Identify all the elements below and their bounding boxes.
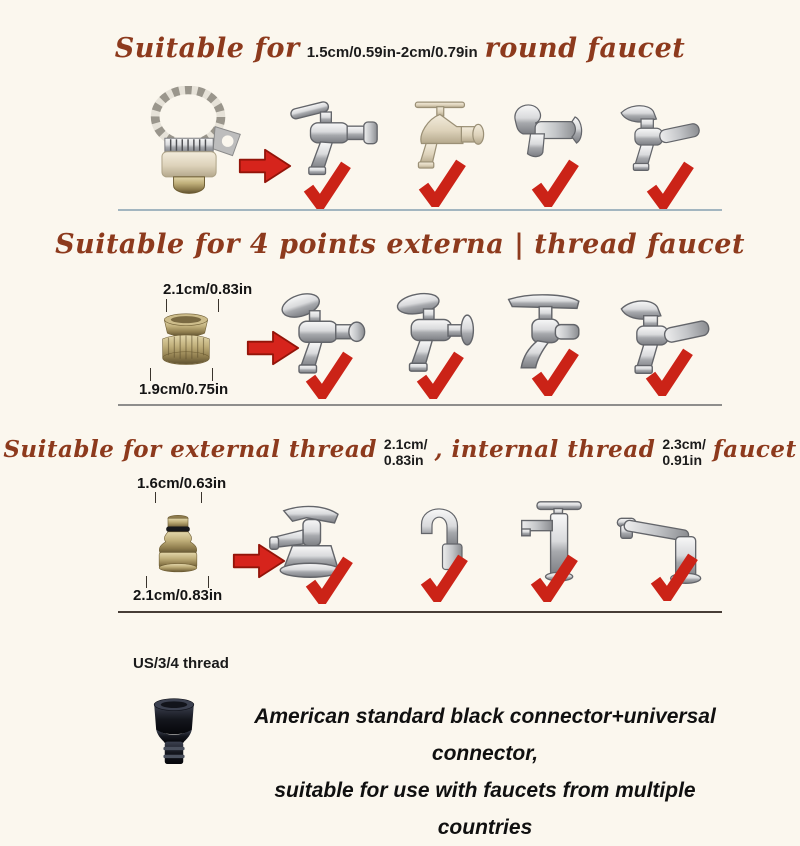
section2-bottom-dimension-label: 1.9cm/0.75in	[139, 381, 229, 398]
us-thread-label: US/3/4 thread	[133, 655, 229, 672]
red-checkmark-icon	[303, 554, 353, 604]
section3-title	[0, 436, 800, 468]
section1-title-post: round faucet	[484, 33, 686, 64]
measure2-line1: 2.3cm/	[662, 436, 706, 452]
section1-title	[0, 33, 800, 64]
brass-quick-connector-icon	[145, 497, 211, 589]
section-divider	[118, 404, 722, 406]
section1-title-pre: Suitable for	[114, 33, 300, 64]
black-us-thread-connector-icon	[141, 692, 207, 778]
section3-title-part2: , internal thread	[434, 436, 656, 463]
red-checkmark-icon	[416, 157, 466, 207]
section-divider	[118, 209, 722, 211]
section1-title-size: 1.5cm/0.59in-2cm/0.79in	[306, 44, 478, 61]
dimension-tick	[150, 368, 151, 381]
red-checkmark-icon	[418, 552, 468, 602]
section3-title-part1: Suitable for external thread	[3, 436, 377, 463]
brass-thread-nut-connector-icon	[151, 305, 221, 381]
red-checkmark-icon	[643, 346, 693, 396]
rope-cap-connector-icon	[132, 86, 248, 204]
measure1-line2: 0.83in	[383, 452, 424, 468]
section2-title	[0, 229, 800, 260]
red-checkmark-icon	[648, 551, 698, 601]
red-checkmark-icon	[644, 159, 694, 209]
section3-title-part3: faucet	[712, 436, 797, 463]
footer-description-line1: American standard black connector+universal connector,	[254, 705, 716, 765]
red-checkmark-icon	[301, 159, 351, 209]
red-checkmark-icon	[303, 349, 353, 399]
section2-title-text: Suitable for 4 points externa | thread faucet	[55, 229, 745, 260]
red-checkmark-icon	[529, 157, 579, 207]
measure2-line2: 0.91in	[662, 452, 703, 468]
red-checkmark-icon	[528, 552, 578, 602]
section-divider	[118, 611, 722, 613]
footer-description-line2: suitable for use with faucets from multiple countries	[274, 779, 696, 839]
section3-measure2	[662, 436, 706, 468]
section2-top-dimension-label: 2.1cm/0.83in	[163, 281, 253, 298]
section3-measure1	[384, 436, 428, 468]
measure1-line1: 2.1cm/	[383, 436, 428, 452]
footer-description	[235, 698, 735, 846]
section3-top-dimension-label: 1.6cm/0.63in	[137, 475, 227, 492]
section3-bottom-dimension-label: 2.1cm/0.83in	[133, 587, 223, 604]
red-checkmark-icon	[529, 346, 579, 396]
dimension-tick	[212, 368, 213, 381]
red-checkmark-icon	[414, 349, 464, 399]
